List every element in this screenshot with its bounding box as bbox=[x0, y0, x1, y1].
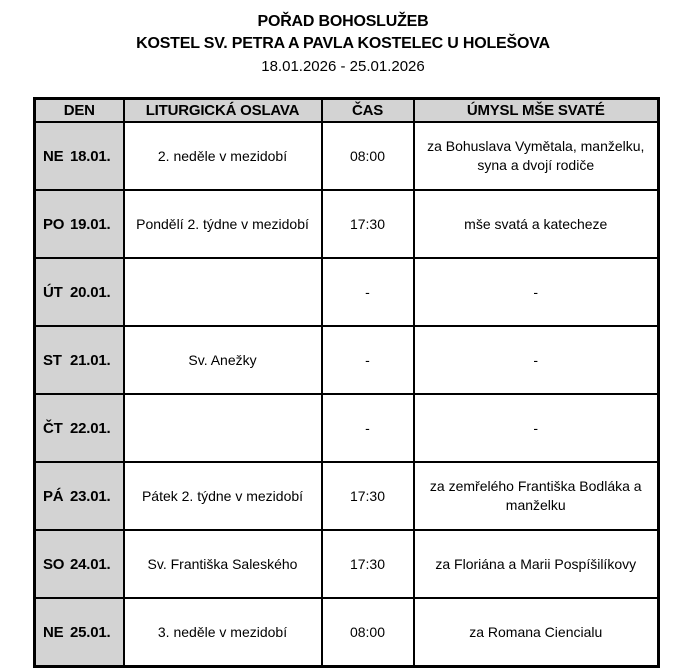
day-abbreviation: NE bbox=[43, 147, 64, 165]
day-abbreviation: ST bbox=[43, 351, 62, 369]
column-header-time: ČAS bbox=[322, 99, 414, 123]
table-row bbox=[35, 598, 659, 667]
day-cell bbox=[35, 598, 124, 667]
day-date: 20.01. bbox=[70, 283, 111, 301]
day-abbreviation: NE bbox=[43, 623, 64, 641]
table-row bbox=[35, 122, 659, 190]
day-cell bbox=[35, 122, 124, 190]
church-name: KOSTEL SV. PETRA A PAVLA KOSTELEC U HOLEŠOVA bbox=[136, 35, 550, 52]
time-cell: - bbox=[322, 326, 414, 394]
date-range: 18.01.2026 - 25.01.2026 bbox=[261, 58, 425, 75]
day-cell bbox=[35, 326, 124, 394]
table-row bbox=[35, 190, 659, 258]
intention-cell: za Floriána a Marii Pospíšilíkovy bbox=[414, 530, 659, 598]
intention-cell: - bbox=[414, 394, 659, 462]
time-cell: 08:00 bbox=[322, 122, 414, 190]
day-date: 19.01. bbox=[70, 215, 111, 233]
table-row bbox=[35, 530, 659, 598]
day-date: 18.01. bbox=[70, 147, 111, 165]
day-abbreviation: SO bbox=[43, 555, 65, 573]
celebration-cell bbox=[124, 394, 322, 462]
intention-cell: mše svatá a katecheze bbox=[414, 190, 659, 258]
day-cell bbox=[35, 530, 124, 598]
time-cell: 17:30 bbox=[322, 530, 414, 598]
column-header-celebration: LITURGICKÁ OSLAVA bbox=[124, 99, 322, 123]
day-cell bbox=[35, 462, 124, 530]
intention-cell: za Romana Ciencialu bbox=[414, 598, 659, 667]
time-cell: 08:00 bbox=[322, 598, 414, 667]
time-cell: - bbox=[322, 258, 414, 326]
day-cell bbox=[35, 394, 124, 462]
day-date: 25.01. bbox=[70, 623, 111, 641]
celebration-cell bbox=[124, 258, 322, 326]
day-date: 21.01. bbox=[70, 351, 111, 369]
document-header bbox=[0, 0, 686, 76]
intention-cell: - bbox=[414, 326, 659, 394]
column-header-intention: ÚMYSL MŠE SVATÉ bbox=[414, 99, 659, 123]
celebration-cell: Sv. Anežky bbox=[124, 326, 322, 394]
time-cell: 17:30 bbox=[322, 462, 414, 530]
day-date: 22.01. bbox=[70, 419, 111, 437]
time-cell: - bbox=[322, 394, 414, 462]
day-date: 24.01. bbox=[70, 555, 111, 573]
schedule-table bbox=[33, 97, 660, 668]
table-row bbox=[35, 258, 659, 326]
celebration-cell: Pátek 2. týdne v mezidobí bbox=[124, 462, 322, 530]
header-row bbox=[35, 99, 659, 123]
day-abbreviation: PÁ bbox=[43, 487, 64, 505]
day-date: 23.01. bbox=[70, 487, 111, 505]
column-header-day: DEN bbox=[35, 99, 124, 123]
celebration-cell: Sv. Františka Saleského bbox=[124, 530, 322, 598]
time-cell: 17:30 bbox=[322, 190, 414, 258]
celebration-cell: Pondělí 2. týdne v mezidobí bbox=[124, 190, 322, 258]
table-row bbox=[35, 394, 659, 462]
celebration-cell: 3. neděle v mezidobí bbox=[124, 598, 322, 667]
day-abbreviation: ÚT bbox=[43, 283, 63, 301]
intention-cell: za Bohuslava Vymětala, manželku, syna a dvojí rodiče bbox=[414, 122, 659, 190]
day-cell bbox=[35, 190, 124, 258]
intention-cell: za zemřelého Františka Bodláka a manželku bbox=[414, 462, 659, 530]
day-cell bbox=[35, 258, 124, 326]
table-row bbox=[35, 326, 659, 394]
day-abbreviation: PO bbox=[43, 215, 65, 233]
day-abbreviation: ČT bbox=[43, 419, 63, 437]
intention-cell: - bbox=[414, 258, 659, 326]
table-row bbox=[35, 462, 659, 530]
document-title: POŘAD BOHOSLUŽEB bbox=[257, 13, 429, 30]
celebration-cell: 2. neděle v mezidobí bbox=[124, 122, 322, 190]
